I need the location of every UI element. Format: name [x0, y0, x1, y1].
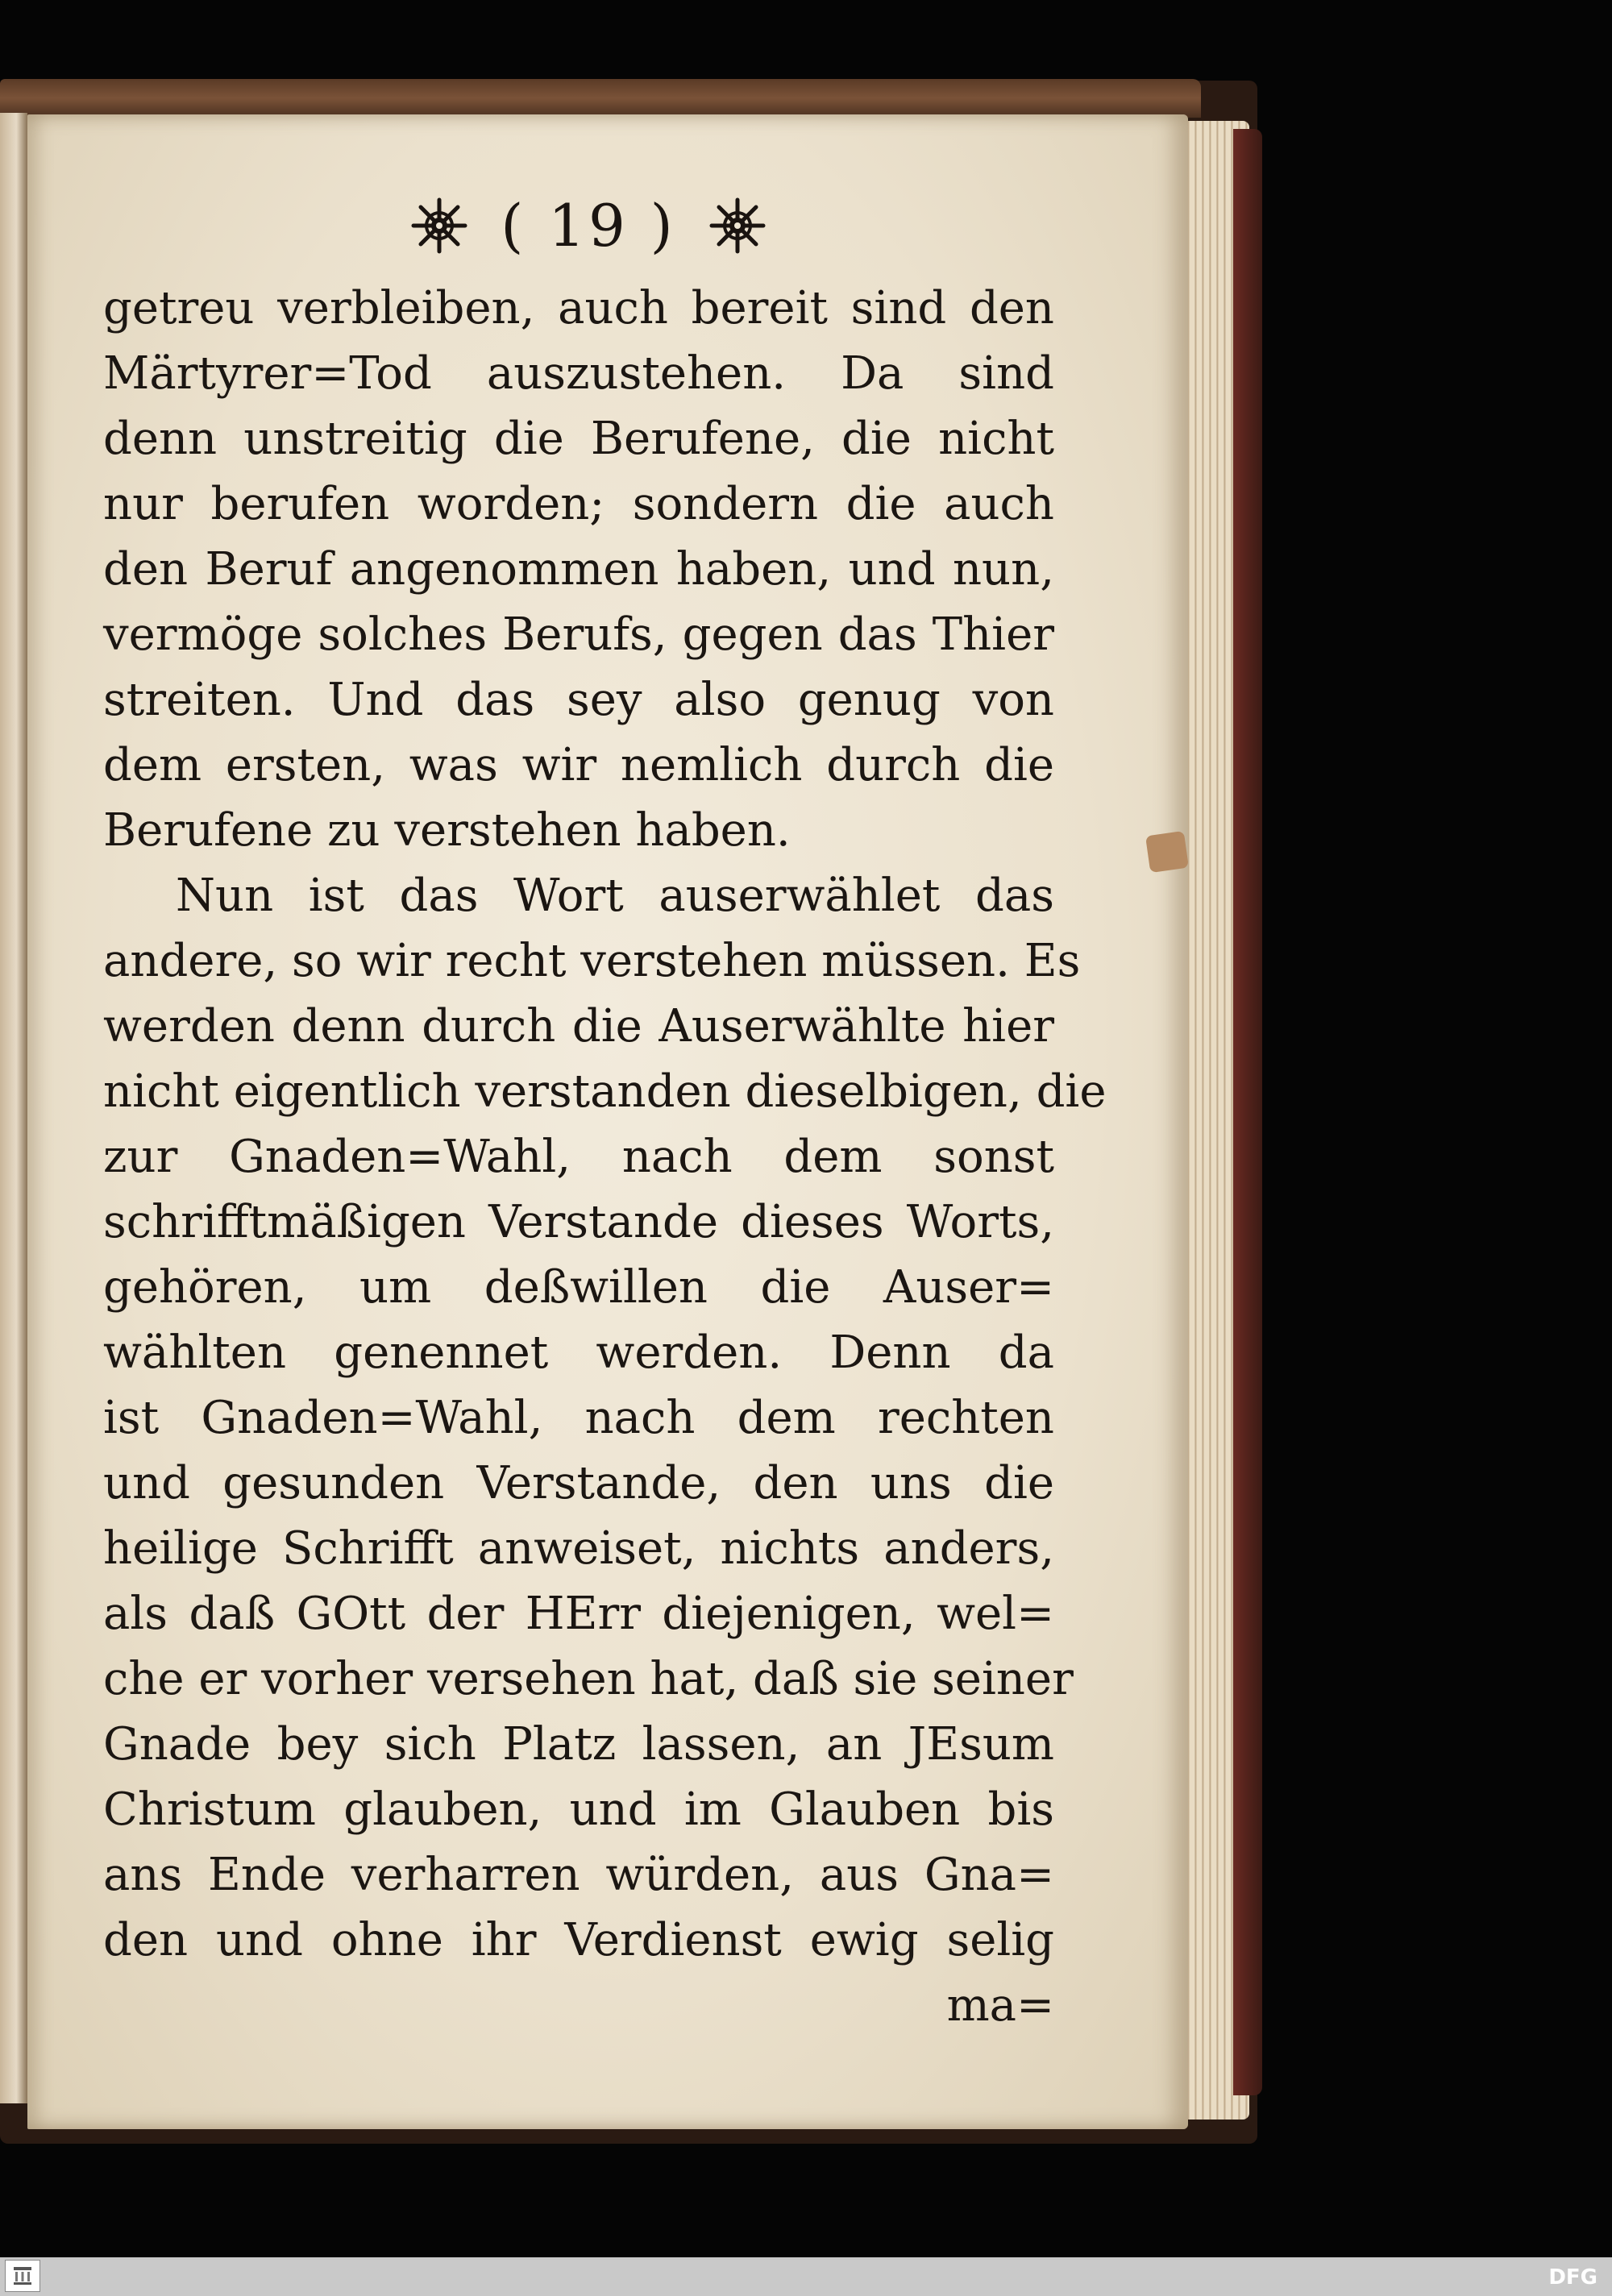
text-line: getreu verbleiben, auch bereit sind den: [103, 282, 1054, 334]
text-line: Nun ist das Wort auserwählet das: [176, 870, 1054, 922]
text-line: und gesunden Verstande, den uns die: [103, 1457, 1054, 1509]
text-line: den Beruf angenommen haben, und nun,: [103, 543, 1054, 596]
left-page-edge: [0, 113, 27, 2103]
text-line: den und ohne ihr Verdienst ewig selig: [103, 1914, 1054, 1966]
text-line: nur berufen worden; sondern die auch: [103, 478, 1054, 530]
text-line: streiten. Und das sey also genug von: [103, 674, 1054, 726]
text-line: nicht eigentlich verstanden dieselbigen, die: [103, 1065, 1107, 1118]
text-line: ans Ende verharren würden, aus Gna=: [103, 1849, 1054, 1901]
text-line: schrifftmäßigen Verstande dieses Worts,: [103, 1196, 1054, 1248]
text-line: denn unstreitig die Berufene, die nicht: [103, 413, 1054, 465]
text-line: Gnade bey sich Platz lassen, an JEsum: [103, 1718, 1054, 1771]
text-line: che er vorher versehen hat, daß sie seiner: [103, 1653, 1074, 1705]
flower-ornament-icon: [410, 197, 468, 255]
page-header: [379, 189, 798, 262]
paper-tab: [1145, 831, 1189, 873]
viewer-footer-bar: [0, 2257, 1612, 2296]
page-number: ( 19 ): [501, 192, 676, 259]
text-line: Berufene zu verstehen haben.: [103, 804, 791, 857]
text-line: gehören, um deßwillen die Auser=: [103, 1261, 1054, 1314]
text-line: als daß GOtt der HErr diejenigen, wel=: [103, 1588, 1054, 1640]
catchword: ma=: [946, 1979, 1054, 2032]
text-line: vermöge solches Berufs, gegen das Thier: [103, 608, 1054, 661]
text-line: wählten genennet werden. Denn da: [103, 1327, 1054, 1379]
text-line: Christum glauben, und im Glauben bis: [103, 1783, 1054, 1836]
flower-ornament-icon: [708, 197, 767, 255]
book-cover-right: [1233, 129, 1262, 2095]
library-logo-icon[interactable]: [5, 2260, 40, 2292]
text-line: andere, so wir recht verstehen müssen. Es: [103, 935, 1081, 987]
body-text: [103, 276, 1107, 2038]
text-line: heilige Schrifft anweiset, nichts anders,: [103, 1522, 1054, 1575]
text-line: Märtyrer=Tod auszustehen. Da sind: [103, 347, 1054, 400]
dfg-logo[interactable]: DFG: [1548, 2265, 1597, 2290]
book-cover-top: [0, 79, 1201, 118]
text-line: werden denn durch die Auserwählte hier: [103, 1000, 1054, 1053]
library-logo-icon: [10, 2264, 35, 2288]
text-line: zur Gnaden=Wahl, nach dem sonst: [103, 1131, 1054, 1183]
text-line: dem ersten, was wir nemlich durch die: [103, 739, 1054, 791]
text-line: ist Gnaden=Wahl, nach dem rechten: [103, 1392, 1054, 1444]
